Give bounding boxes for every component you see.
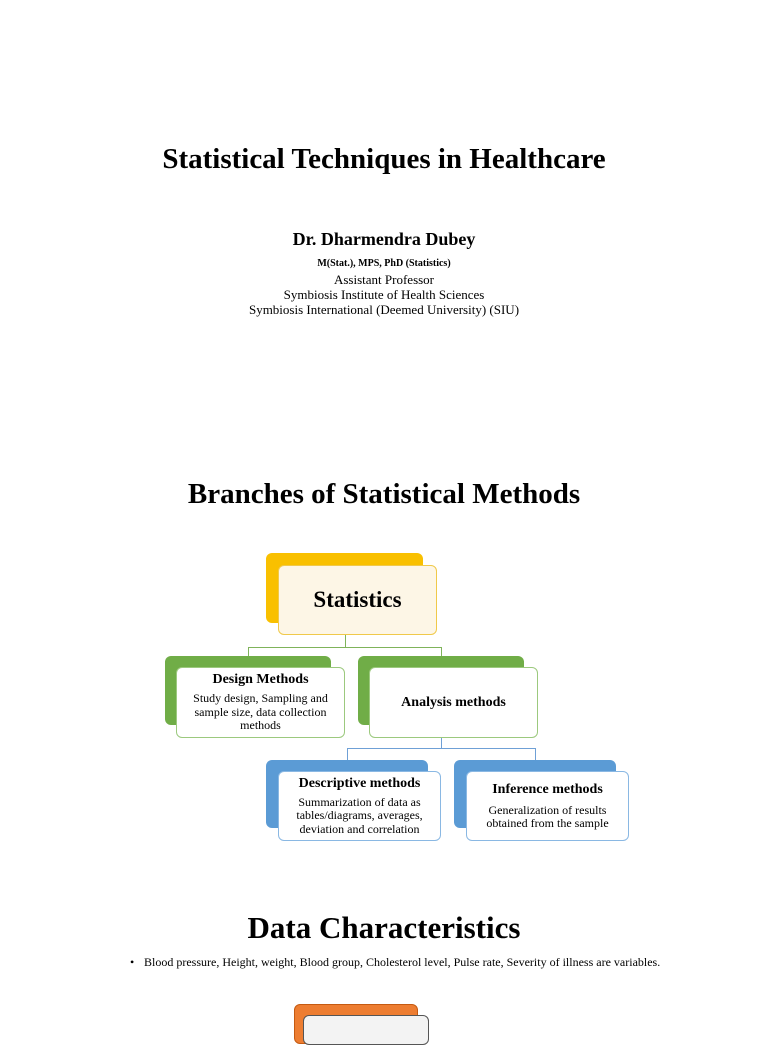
design-methods-text: Study design, Sampling and sample size, data collection methods bbox=[193, 691, 328, 733]
page-title: Statistical Techniques in Healthcare bbox=[162, 143, 606, 175]
connector-to-analysis bbox=[441, 647, 442, 656]
design-methods-title: Design Methods bbox=[212, 672, 309, 688]
bullet-text: Blood pressure, Height, weight, Blood group, Cholesterol level, Pulse rate, Severity of illness are variables. bbox=[144, 955, 661, 969]
bullet-marker: • bbox=[130, 955, 135, 969]
statistics-label: Statistics bbox=[313, 587, 402, 612]
connector-level2-horizontal bbox=[347, 748, 535, 749]
descriptive-methods-title: Descriptive methods bbox=[298, 775, 421, 791]
descriptive-methods-box bbox=[278, 771, 441, 841]
analysis-methods-box bbox=[369, 667, 538, 738]
statistics-box bbox=[278, 565, 437, 635]
connector-to-design bbox=[248, 647, 249, 656]
bullet-item bbox=[130, 955, 660, 970]
connector-to-descriptive bbox=[347, 748, 348, 760]
author-name: Dr. Dharmendra Dubey bbox=[292, 229, 476, 249]
branches-title: Branches of Statistical Methods bbox=[187, 478, 581, 510]
inference-methods-title: Inference methods bbox=[492, 781, 603, 797]
author-qualifications: M(Stat.), MPS, PhD (Statistics) bbox=[317, 258, 451, 269]
author-institute: Symbiosis Institute of Health Sciences bbox=[283, 287, 485, 302]
author-role: Assistant Professor bbox=[333, 272, 435, 287]
data-characteristics-title: Data Characteristics bbox=[247, 910, 521, 945]
connector-level1-horizontal bbox=[248, 647, 442, 648]
connector-to-inference bbox=[535, 748, 536, 760]
data-box bbox=[303, 1015, 429, 1045]
descriptive-methods-text: Summarization of data as tables/diagrams, averages, deviation and correlation bbox=[296, 794, 423, 836]
analysis-methods-title: Analysis methods bbox=[401, 694, 506, 710]
inference-methods-text: Generalization of results obtained from the sample bbox=[486, 802, 609, 830]
author-university: Symbiosis International (Deemed University) (SIU) bbox=[248, 302, 520, 317]
inference-methods-box bbox=[466, 771, 629, 841]
connector-analysis-down bbox=[441, 738, 442, 748]
connector-root-down bbox=[345, 635, 346, 647]
design-methods-box bbox=[176, 667, 345, 738]
